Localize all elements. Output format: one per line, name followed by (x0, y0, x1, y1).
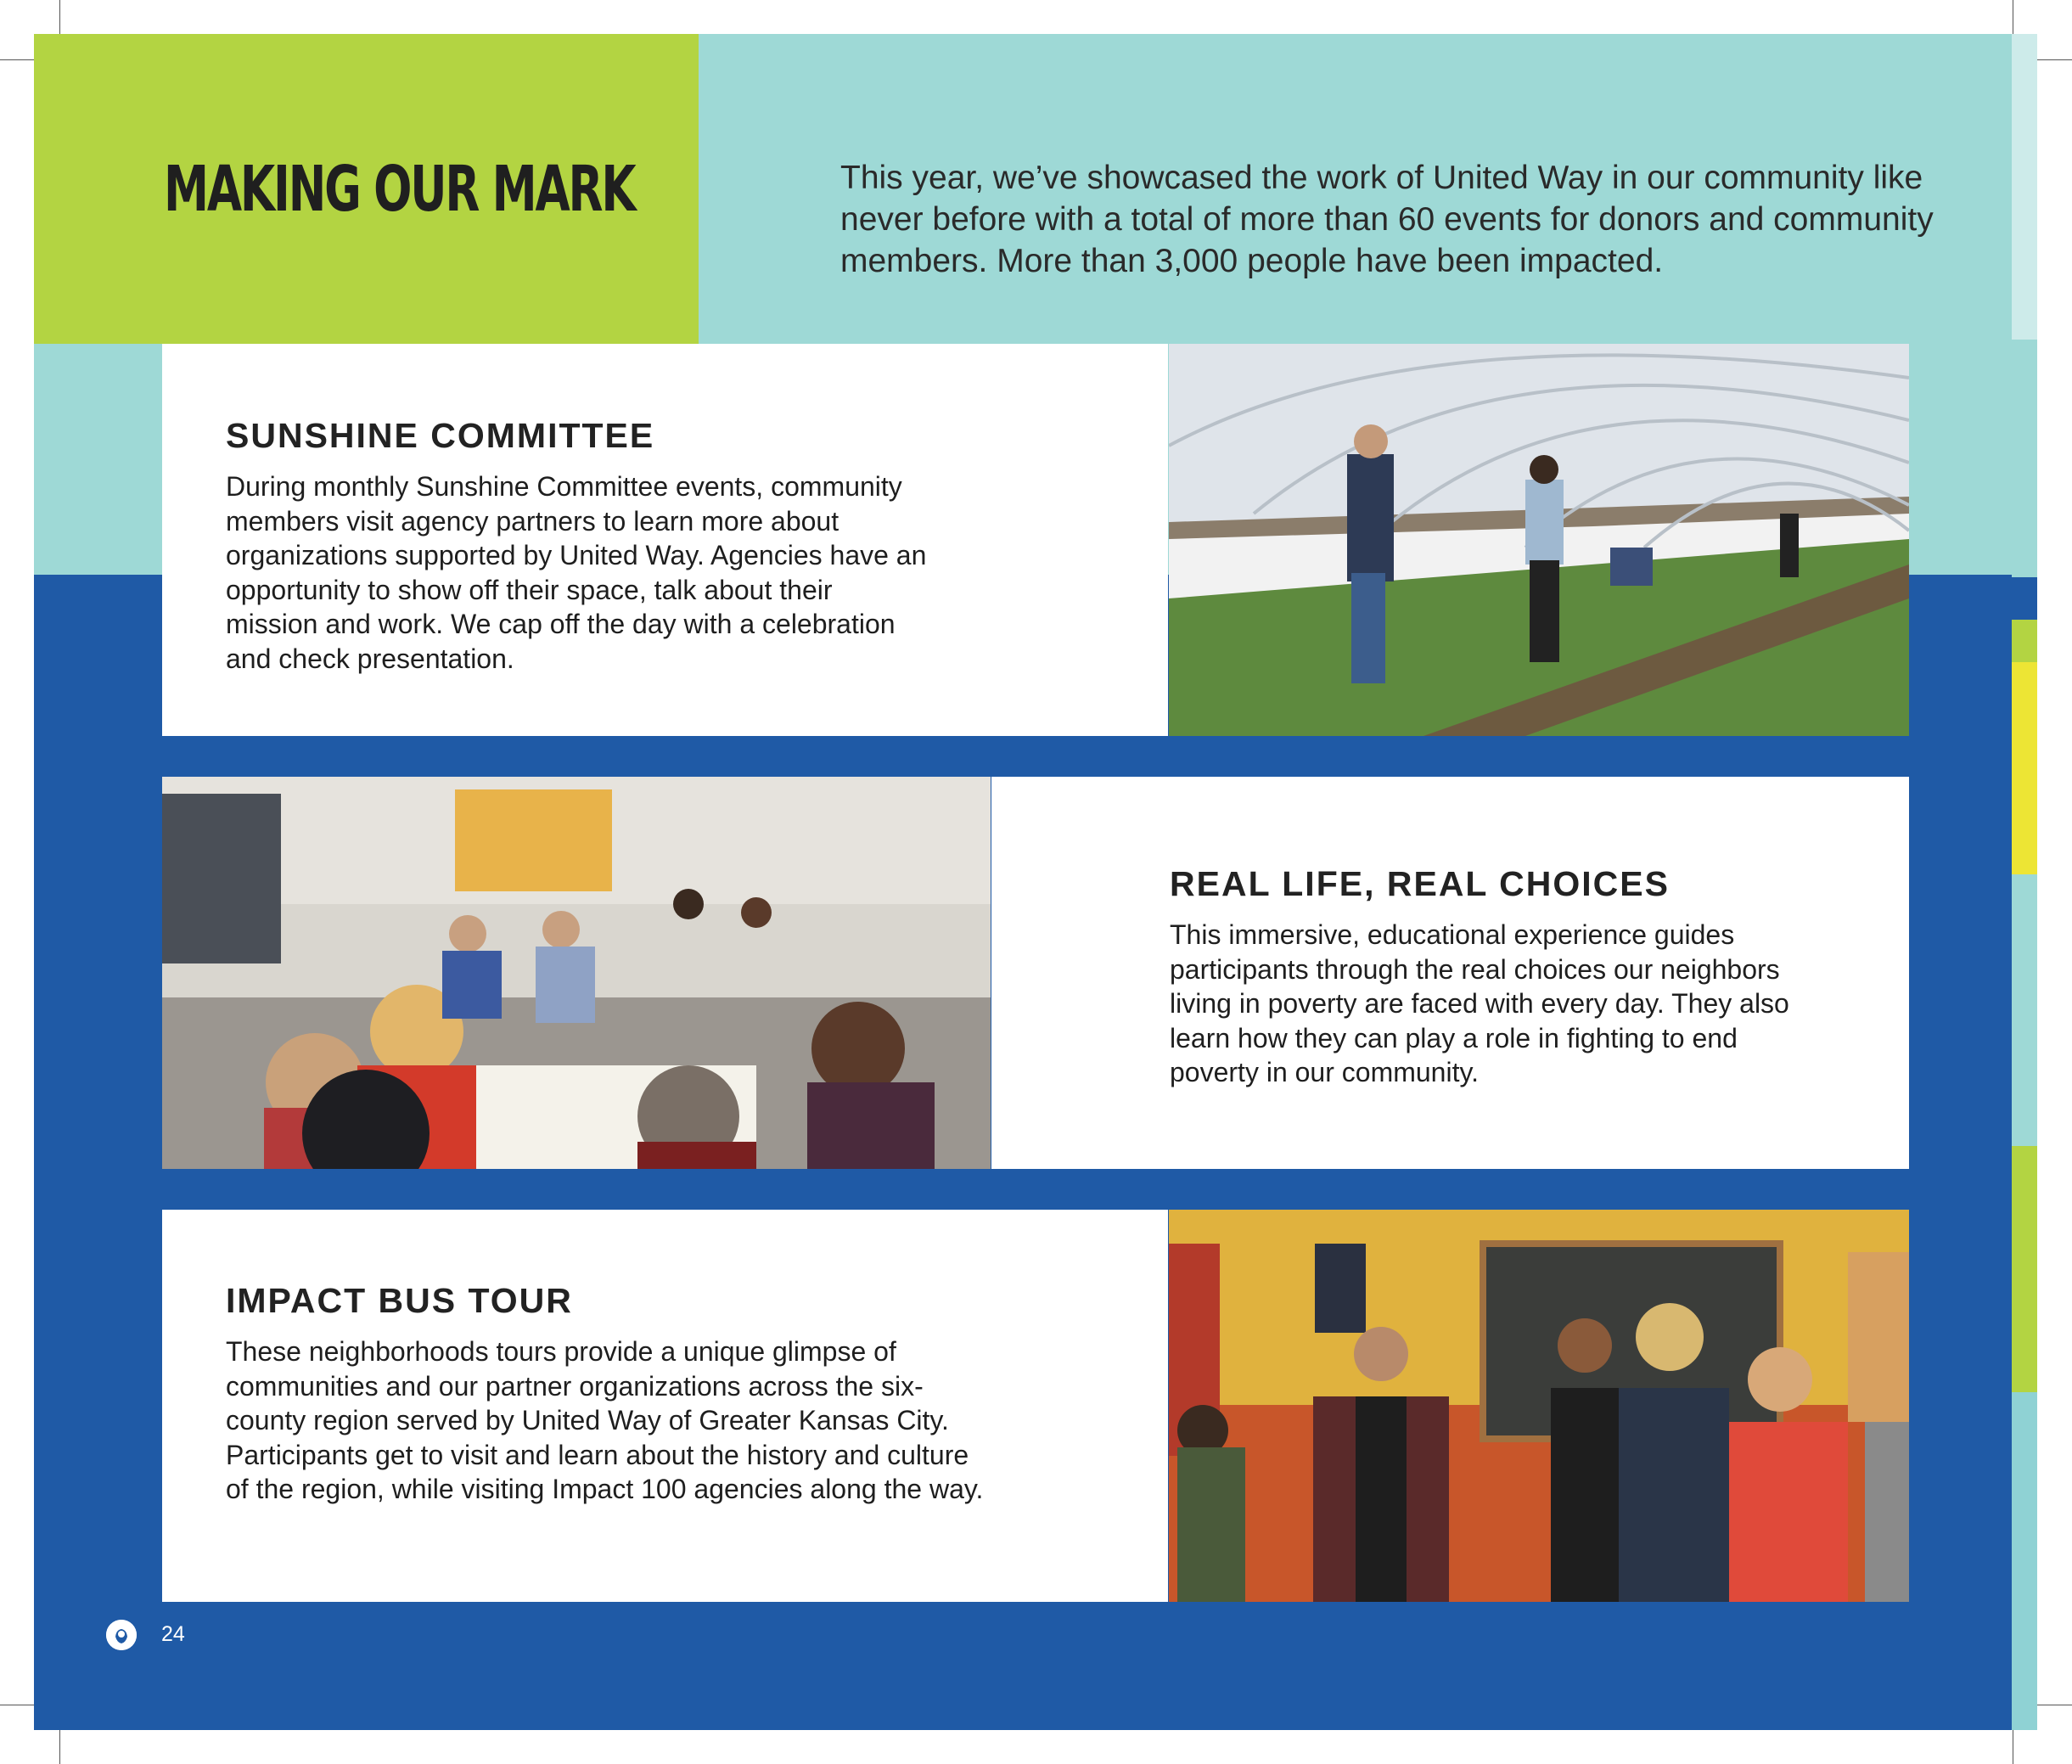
section-heading: REAL LIFE, REAL CHOICES (1170, 864, 1670, 903)
strip-teal-segment (2012, 1392, 2037, 1730)
section-card-real-life (991, 777, 1909, 1169)
section-heading: SUNSHINE COMMITTEE (226, 416, 655, 455)
section-body: During monthly Sunshine Committee events, community members visit agency partners to learn more about organizations supported by United Way. Agencies have an opportunity to show off their space, talk about their mission and work. We cap off the day with a celebration and check presentation. (226, 471, 927, 674)
strip-teal-segment (2012, 874, 2037, 1146)
united-way-logo-icon (106, 1620, 137, 1650)
intro-paragraph: This year, we’ve showcased the work of United Way in our community like never before with a total of more than 60 events for donors and community members. More than 3,000 people have been impacted. (840, 160, 1934, 279)
workshop-illustration (162, 777, 991, 1169)
workshop-photo (162, 777, 991, 1169)
section-card-impact-bus (162, 1210, 1168, 1602)
section-body: This immersive, educational experience guides participants through the real choices our neighbors living in poverty are faced with every day. They also learn how they can play a role in fighting to end poverty in our community. (1170, 919, 1789, 1087)
greenhouse-photo (1169, 344, 1909, 736)
strip-blue-segment (2012, 577, 2037, 620)
greenhouse-illustration (1169, 344, 1909, 736)
section-card-sunshine (162, 344, 1168, 736)
section-heading: IMPACT BUS TOUR (226, 1281, 573, 1320)
tour-group-illustration (1169, 1210, 1909, 1602)
page-title: MAKING OUR MARK (164, 153, 635, 226)
strip-green-segment (2012, 1146, 2037, 1392)
strip-yellow-segment (2012, 662, 2037, 874)
page-number: 24 (161, 1622, 185, 1646)
section-body: These neighborhoods tours provide a unique glimpse of communities and our partner organizations across the six-county region served by United Way of Greater Kansas City. Participants get to visit and learn about the history and culture of the region, while visiting Impact 100 agencies along the way. (226, 1336, 984, 1504)
hand-icon (106, 1620, 137, 1650)
tour-group-photo (1169, 1210, 1909, 1602)
